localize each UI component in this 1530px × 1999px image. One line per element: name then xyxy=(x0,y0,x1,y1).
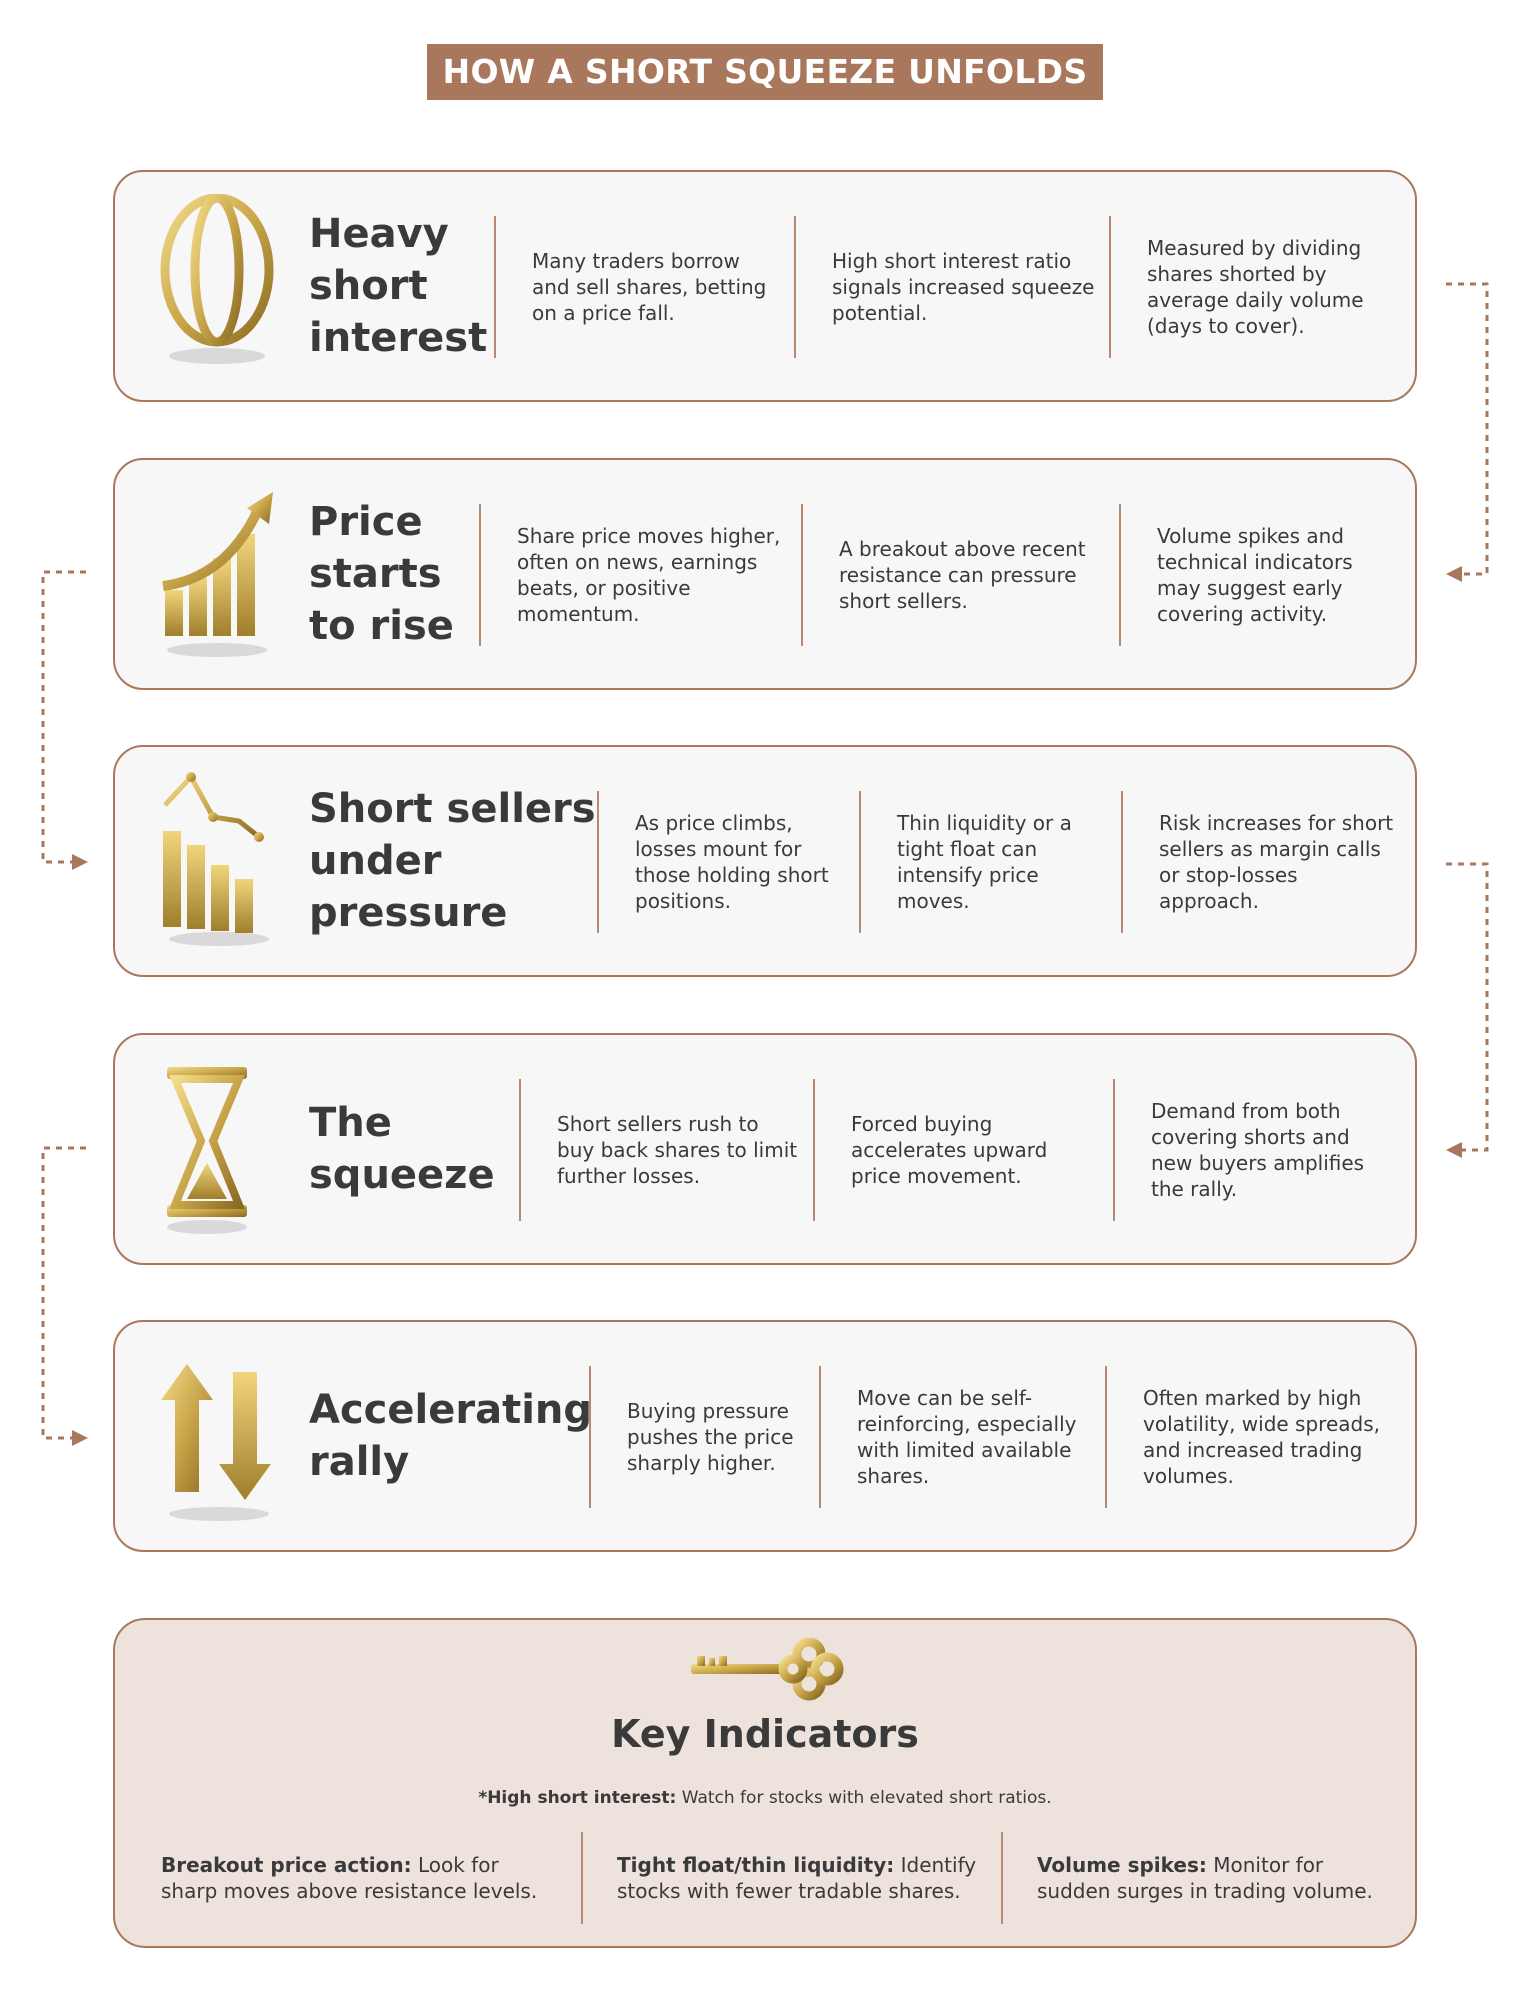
step-title-line: starts xyxy=(309,551,442,597)
step-point-text: Forced buying accelerates upward price movement. xyxy=(851,1112,1048,1188)
step-point-text: High short interest ratio signals increased squeeze potential. xyxy=(832,249,1095,325)
step-title xyxy=(309,1384,592,1488)
step-point-text: Thin liquidity or a tight float can intensify price moves. xyxy=(897,811,1072,913)
step-card-the-squeeze xyxy=(113,1033,1417,1265)
step-title-line: to rise xyxy=(309,603,454,649)
page-title: HOW A SHORT SQUEEZE UNFOLDS xyxy=(427,44,1104,100)
step-point-text: Move can be self-reinforcing, especially with limited available shares. xyxy=(857,1386,1077,1488)
flow-connector-left-2 xyxy=(36,1142,96,1452)
step-point-text: Buying pressure pushes the price sharply higher. xyxy=(627,1399,794,1475)
key-indicators-note xyxy=(115,1788,1415,1808)
step-point-text: A breakout above recent resistance can pressure short sellers. xyxy=(839,537,1086,613)
step-point-text: Share price moves higher, often on news, earnings beats, or positive momentum. xyxy=(517,524,781,626)
rising-chart-icon xyxy=(155,482,285,662)
globe-icon xyxy=(155,194,285,374)
key-icon xyxy=(687,1638,847,1702)
step-point xyxy=(479,504,801,646)
step-title-line: Heavy xyxy=(309,211,449,257)
step-point xyxy=(1113,1079,1409,1221)
step-point-text: Many traders borrow and sell shares, betting on a price fall. xyxy=(532,249,767,325)
flow-connector-left-1 xyxy=(36,566,96,876)
step-point-text: Measured by dividing shares shorted by average daily volume (days to cover). xyxy=(1147,236,1364,338)
step-point xyxy=(819,1366,1105,1508)
step-point xyxy=(1105,1366,1409,1508)
step-title-line: Short sellers xyxy=(309,786,596,832)
indicator-item xyxy=(1001,1832,1401,1924)
hourglass-icon xyxy=(155,1057,285,1237)
step-point xyxy=(519,1079,813,1221)
flow-connector-right-2 xyxy=(1442,858,1502,1168)
step-title-line: Accelerating xyxy=(309,1387,593,1433)
step-point xyxy=(813,1079,1113,1221)
step-card-price-starts-to-rise xyxy=(113,458,1417,690)
flow-connector-right-1 xyxy=(1442,278,1502,588)
key-indicators-panel xyxy=(113,1618,1417,1948)
step-point-text: As price climbs, losses mount for those holding short positions. xyxy=(635,811,829,913)
step-point xyxy=(589,1366,819,1508)
step-title xyxy=(309,1097,495,1201)
step-title-line: pressure xyxy=(309,890,508,936)
indicator-label: Tight float/thin liquidity: xyxy=(617,1853,895,1877)
step-point xyxy=(597,791,859,933)
falling-chart-icon xyxy=(155,769,285,949)
step-title xyxy=(309,208,487,364)
indicator-label: Volume spikes: xyxy=(1037,1853,1207,1877)
step-title xyxy=(309,783,596,939)
step-title-line: rally xyxy=(309,1439,410,1485)
up-down-arrows-icon xyxy=(155,1344,285,1524)
indicator-text: Identify stocks with fewer tradable shares. xyxy=(617,1853,977,1903)
step-point xyxy=(1119,504,1409,646)
note-text: Watch for stocks with elevated short ratios. xyxy=(676,1788,1052,1808)
step-point-text: Risk increases for short sellers as margin calls or stop-losses approach. xyxy=(1159,811,1394,913)
step-point-text: Often marked by high volatility, wide spreads, and increased trading volumes. xyxy=(1143,1386,1380,1488)
key-indicators-title: Key Indicators xyxy=(611,1712,919,1756)
step-point-text: Short sellers rush to buy back shares to limit further losses. xyxy=(557,1112,798,1188)
step-point xyxy=(1121,791,1411,933)
step-point-text: Demand from both covering shorts and new buyers amplifies the rally. xyxy=(1151,1099,1365,1201)
indicator-text: Monitor for sudden surges in trading volume. xyxy=(1037,1853,1373,1903)
title-wrap xyxy=(0,44,1530,100)
indicator-item xyxy=(581,1832,1001,1924)
step-card-accelerating-rally xyxy=(113,1320,1417,1552)
step-title-line: The xyxy=(309,1100,392,1146)
indicator-label: Breakout price action: xyxy=(161,1853,412,1877)
step-point xyxy=(801,504,1119,646)
step-card-heavy-short-interest xyxy=(113,170,1417,402)
indicator-item xyxy=(161,1832,581,1924)
step-title-line: squeeze xyxy=(309,1152,495,1198)
step-point-text: Volume spikes and technical indicators may suggest early covering activity. xyxy=(1157,524,1353,626)
step-title-line: interest xyxy=(309,315,488,361)
indicator-text: Look for sharp moves above resistance levels. xyxy=(161,1853,538,1903)
step-point xyxy=(1109,216,1409,358)
step-title-line: short xyxy=(309,263,428,309)
step-card-short-sellers-under-pressure xyxy=(113,745,1417,977)
step-title-line: Price xyxy=(309,499,423,545)
note-label: *High short interest: xyxy=(478,1788,677,1808)
step-point xyxy=(794,216,1109,358)
step-point xyxy=(859,791,1121,933)
step-title-line: under xyxy=(309,838,442,884)
step-point xyxy=(494,216,794,358)
step-title xyxy=(309,496,454,652)
